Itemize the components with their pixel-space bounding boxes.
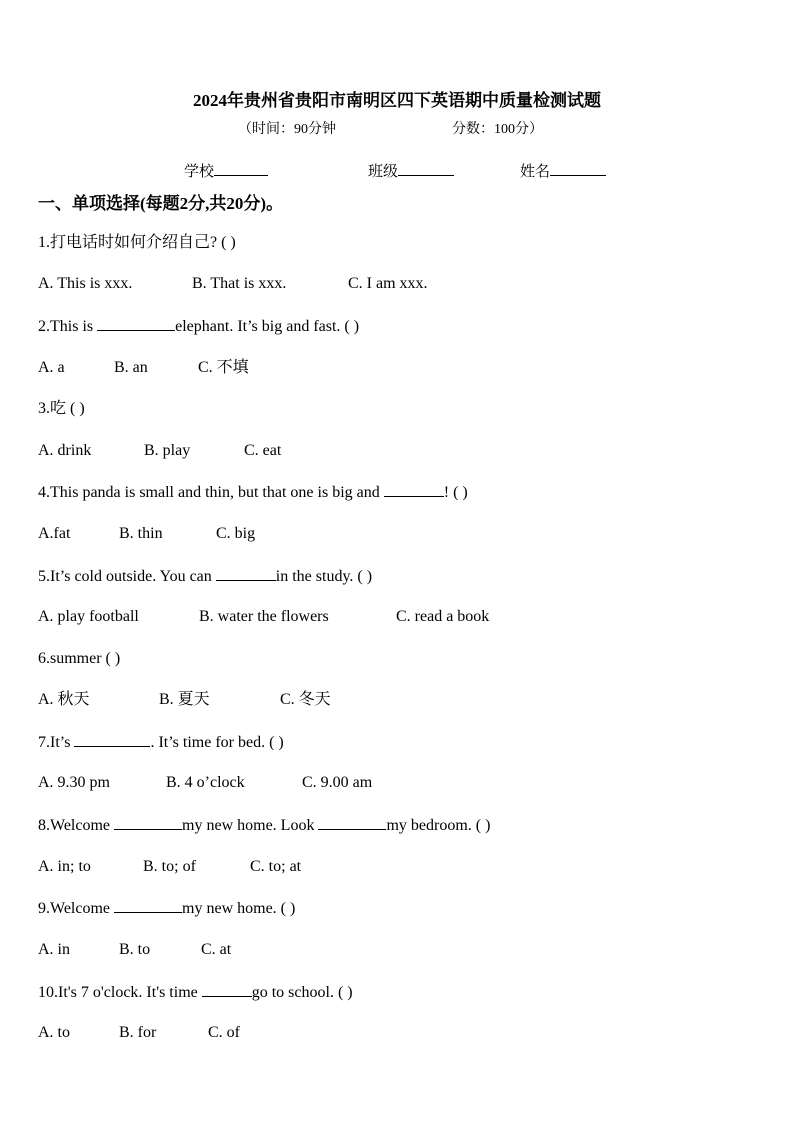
option-b[interactable]: B. for xyxy=(119,1024,157,1041)
question-stem: 9.Welcome my new home. ( ) xyxy=(38,900,296,917)
option-b[interactable]: B. to xyxy=(119,941,151,958)
option-c[interactable]: C. eat xyxy=(244,442,282,459)
option-a[interactable]: A. in; to xyxy=(38,858,91,875)
question-stem: 6.summer ( ) xyxy=(38,650,121,667)
option-b[interactable]: B. to; of xyxy=(143,858,196,875)
answer-blank[interactable] xyxy=(97,316,175,331)
option-c[interactable]: C. big xyxy=(216,525,256,542)
option-a[interactable]: A. This is xxx. xyxy=(38,275,133,292)
answer-blank[interactable] xyxy=(202,982,252,997)
question-stem: 4.This panda is small and thin, but that one is big and ! ( ) xyxy=(38,484,468,501)
question-stem: 7.It’s . It’s time for bed. ( ) xyxy=(38,734,284,751)
school-field xyxy=(184,160,268,181)
answer-blank[interactable] xyxy=(318,815,386,830)
class-blank[interactable] xyxy=(398,161,454,176)
question-stem: 5.It’s cold outside. You can in the study. ( ) xyxy=(38,568,373,585)
option-a[interactable]: A. 9.30 pm xyxy=(38,774,110,791)
option-a[interactable]: A. to xyxy=(38,1024,70,1041)
option-b[interactable]: B. play xyxy=(144,442,191,459)
class-label: 班级 xyxy=(368,164,399,180)
school-blank[interactable] xyxy=(214,161,268,176)
option-a[interactable]: A. 秋天 xyxy=(38,691,90,708)
question-stem: 1.打电话时如何介绍自己? ( ) xyxy=(38,234,236,251)
class-field xyxy=(368,160,454,181)
name-label: 姓名 xyxy=(520,164,551,180)
option-c[interactable]: C. to; at xyxy=(250,858,302,875)
question-stem: 3.吃 ( ) xyxy=(38,400,85,417)
option-b[interactable]: B. 夏天 xyxy=(159,691,210,708)
option-c[interactable]: C. 冬天 xyxy=(280,691,331,708)
option-b[interactable]: B. an xyxy=(114,359,148,376)
school-label: 学校 xyxy=(184,164,215,180)
option-a[interactable]: A. a xyxy=(38,359,65,376)
answer-blank[interactable] xyxy=(114,898,182,913)
name-blank[interactable] xyxy=(550,161,606,176)
question-stem: 8.Welcome my new home. Look my bedroom. ( ) xyxy=(38,817,491,834)
option-c[interactable]: C. 9.00 am xyxy=(302,774,373,791)
name-field xyxy=(520,160,606,181)
option-a[interactable]: A. play football xyxy=(38,608,139,625)
option-b[interactable]: B. thin xyxy=(119,525,163,542)
question-stem: 10.It's 7 o'clock. It's time go to school. ( ) xyxy=(38,984,353,1001)
question-stem: 2.This is elephant. It’s big and fast. ( ) xyxy=(38,318,360,335)
option-b[interactable]: B. 4 o’clock xyxy=(166,774,245,791)
option-a[interactable]: A.fat xyxy=(38,525,71,542)
option-b[interactable]: B. water the flowers xyxy=(199,608,329,625)
option-c[interactable]: C. I am xxx. xyxy=(348,275,428,292)
option-b[interactable]: B. That is xxx. xyxy=(192,275,287,292)
option-a[interactable]: A. drink xyxy=(38,442,92,459)
option-c[interactable]: C. at xyxy=(201,941,232,958)
exam-title: 2024年贵州省贵阳市南明区四下英语期中质量检测试题 xyxy=(193,91,601,110)
answer-blank[interactable] xyxy=(384,482,444,497)
exam-time: （时间：90分钟 xyxy=(238,122,336,137)
option-c[interactable]: C. 不填 xyxy=(198,359,249,376)
option-a[interactable]: A. in xyxy=(38,941,70,958)
answer-blank[interactable] xyxy=(114,815,182,830)
option-c[interactable]: C. of xyxy=(208,1024,240,1041)
answer-blank[interactable] xyxy=(74,732,150,747)
answer-blank[interactable] xyxy=(216,566,276,581)
section-heading: 一、单项选择(每题2分,共20分)。 xyxy=(38,194,284,213)
exam-score: 分数：100分） xyxy=(452,122,543,137)
option-c[interactable]: C. read a book xyxy=(396,608,490,625)
